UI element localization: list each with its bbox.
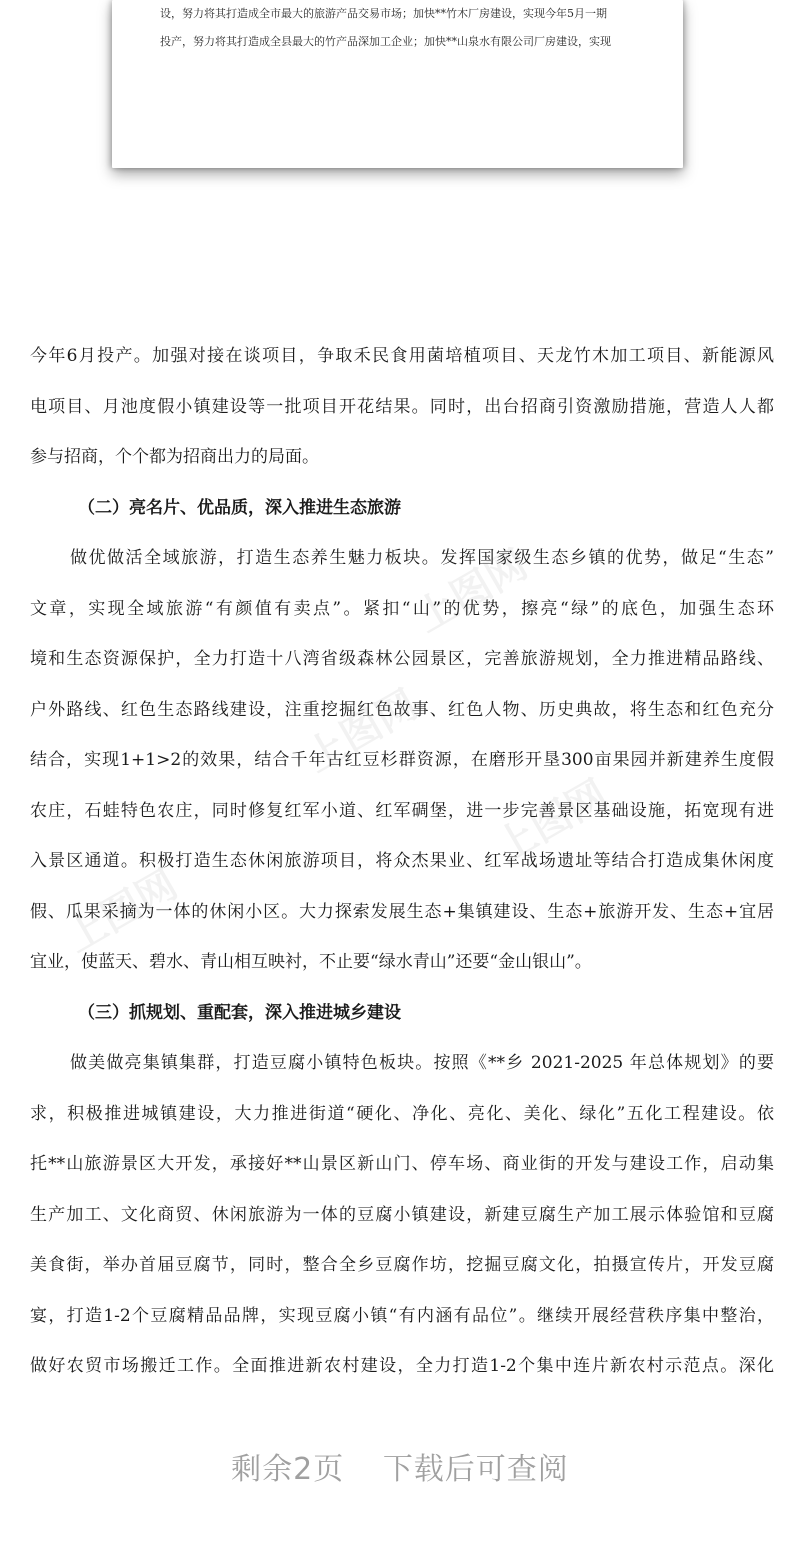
- text-line: 农庄，石蛙特色农庄，同时修复红军小道、红军碉堡，进一步完善景区基础设施，拓宽现有进: [30, 800, 774, 821]
- text-line: 做美做亮集镇集群，打造豆腐小镇特色板块。按照《**乡 2021-2025 年总体规划》的要: [70, 1053, 774, 1073]
- section-heading: （三）抓规划、重配套，深入推进城乡建设: [78, 1002, 401, 1023]
- text-line: 做优做活全域旅游，打造生态养生魅力板块。发挥国家级生态乡镇的优势，做足“生态”: [70, 548, 774, 568]
- text-line: 境和生态资源保护，全力打造十八湾省级森林公园景区，完善旅游规划，全力推进精品路线、: [30, 649, 774, 669]
- remaining-pages-text: 剩余2页: [231, 1452, 345, 1487]
- text-line: 今年6月投产。加强对接在谈项目，争取禾民食用菌培植项目、天龙竹木加工项目、新能源风: [30, 346, 774, 366]
- preview-line: 投产，努力将其打造成全县最大的竹产品深加工企业；加快**山泉水有限公司厂房建设，实现: [160, 35, 611, 48]
- watermark: 上图网: [58, 861, 186, 962]
- section-heading: （二）亮名片、优品质，深入推进生态旅游: [78, 497, 401, 518]
- download-to-view-text: 下载后可查阅: [382, 1452, 569, 1487]
- text-line: 结合，实现1+1>2的效果，结合千年古红豆杉群资源，在磨形开垦300亩果园并新建养生度假: [30, 750, 774, 770]
- watermark: 上图网: [298, 681, 426, 782]
- text-line: 生产加工、文化商贸、休闲旅游为一体的豆腐小镇建设，新建豆腐生产加工展示体验馆和豆腐: [30, 1204, 774, 1225]
- text-line: 户外路线、红色生态路线建设，注重挖掘红色故事、红色人物、历史典故，将生态和红色充分: [30, 699, 774, 720]
- previous-page-preview: [112, 0, 683, 168]
- text-line: 文章，实现全域旅游“有颜值有卖点”。紧扣“山”的优势，擦亮“绿”的底色，加强生态环: [30, 598, 774, 619]
- watermark: 上图网: [488, 771, 616, 872]
- preview-line: 设，努力将其打造成全市最大的旅游产品交易市场；加快**竹木厂房建设，实现今年5月一期: [160, 7, 607, 20]
- text-line: 宜业，使蓝天、碧水、青山相互映衬，不止要“绿水青山”还要“金山银山”。: [30, 952, 592, 972]
- document-body: [30, 331, 774, 1392]
- text-line: 宴，打造1-2个豆腐精品品牌，实现豆腐小镇“有内涵有品位”。继续开展经营秩序集中整治，: [30, 1305, 774, 1326]
- text-line: 美食街，举办首届豆腐节，同时，整合全乡豆腐作坊，挖掘豆腐文化，拍摄宣传片，开发豆腐: [30, 1255, 774, 1275]
- text-line: 求，积极推进城镇建设，大力推进街道“硬化、净化、亮化、美化、绿化”五化工程建设。依: [30, 1103, 774, 1124]
- text-line: 参与招商，个个都为招商出力的局面。: [30, 447, 319, 467]
- watermark: 上图网: [408, 541, 536, 642]
- download-prompt[interactable]: [0, 1430, 800, 1510]
- text-line: 入景区通道。积极打造生态休闲旅游项目，将众杰果业、红军战场遗址等结合打造成集休闲度: [30, 851, 774, 871]
- text-line: 做好农贸市场搬迁工作。全面推进新农村建设，全力打造1-2个集中连片新农村示范点。深化: [30, 1356, 774, 1376]
- text-line: 假、瓜果采摘为一体的休闲小区。大力探索发展生态+集镇建设、生态+旅游开发、生态+宜居: [30, 901, 774, 922]
- text-line: 电项目、月池度假小镇建设等一批项目开花结果。同时，出台招商引资激励措施，营造人人都: [30, 396, 774, 417]
- text-line: 托**山旅游景区大开发，承接好**山景区新山门、停车场、商业街的开发与建设工作，启动集: [30, 1154, 774, 1174]
